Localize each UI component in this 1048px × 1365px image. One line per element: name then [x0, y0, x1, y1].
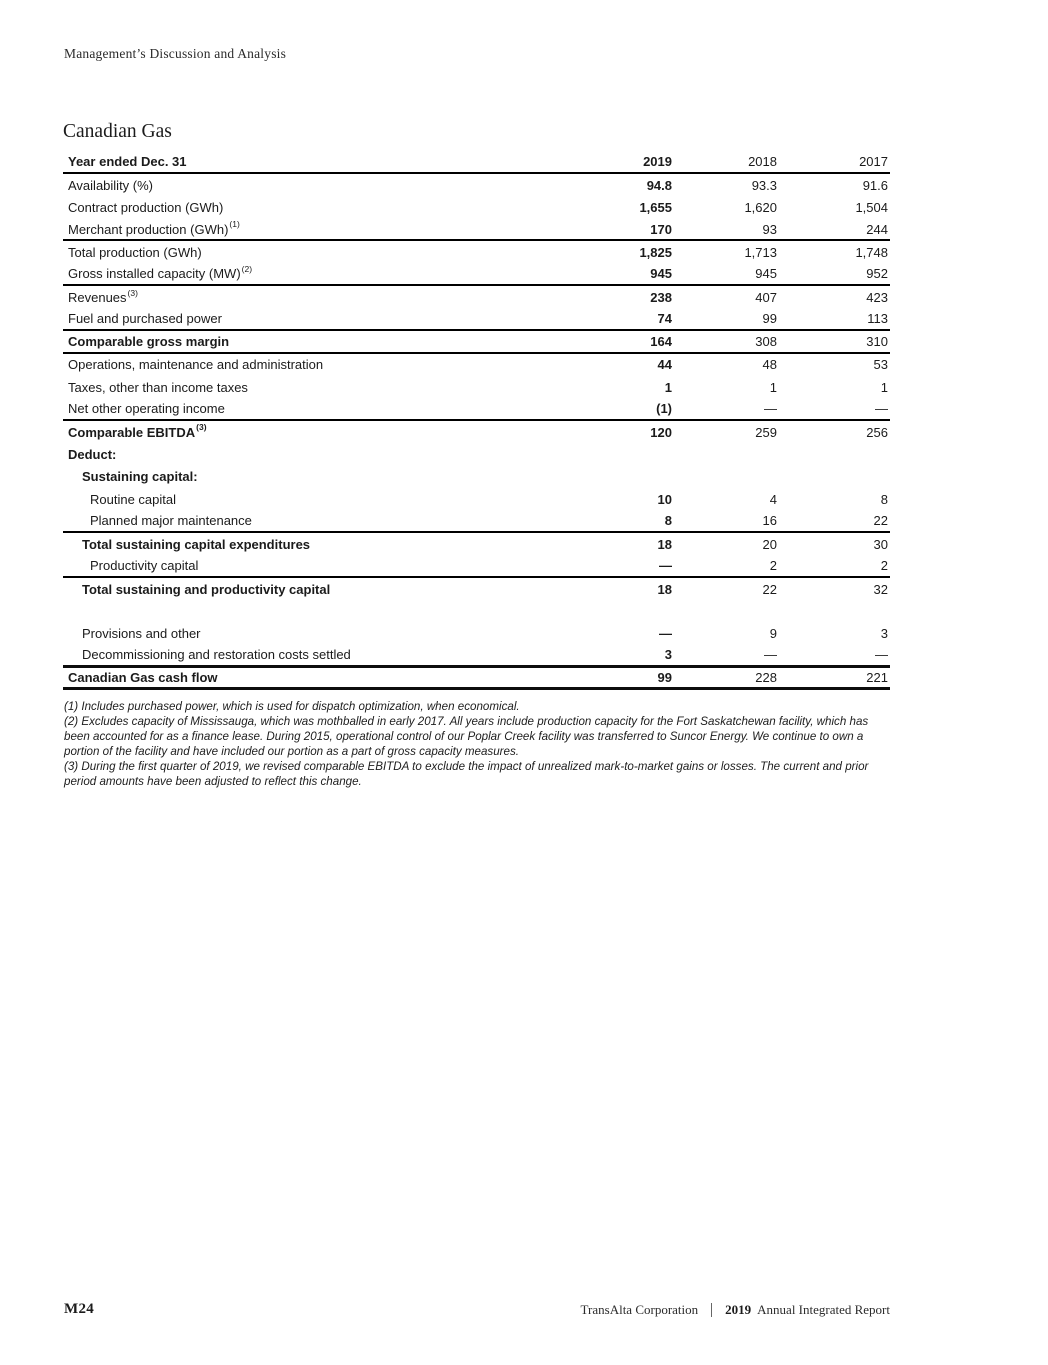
footnote-ref: (2): [241, 264, 253, 275]
cell-2017: —: [875, 647, 888, 663]
footer-report-title: Annual Integrated Report: [757, 1301, 890, 1317]
footer-year: 2019: [725, 1301, 752, 1317]
row-label: Merchant production (GWh)$^{(1)}$: [68, 219, 240, 237]
table-row: [63, 309, 890, 331]
cell-2017: 1,504: [855, 200, 888, 216]
cell-2018: —: [764, 401, 777, 417]
cell-2018: 308: [755, 333, 777, 349]
column-header-2018: 2018: [748, 154, 777, 169]
row-label: Comparable gross margin: [68, 333, 230, 349]
row-label: Planned major maintenance: [90, 513, 252, 529]
table-row: [63, 398, 890, 420]
cell-2017: 3: [880, 626, 888, 642]
row-label: Net other operating income: [68, 401, 225, 417]
cell-2019: 44: [657, 357, 672, 373]
table-spacer-row: [63, 600, 890, 622]
cell-2017: 8: [880, 491, 888, 507]
footnotes: [64, 699, 890, 789]
cell-2017: 113: [867, 311, 888, 327]
row-label: Deduct:: [68, 446, 117, 462]
footnote-ref: (3): [127, 287, 138, 298]
table-row: [63, 354, 890, 376]
cell-2017: 53: [873, 357, 888, 373]
table-row: [63, 421, 890, 443]
cell-2017: —: [875, 401, 888, 417]
row-label: Canadian Gas cash flow: [68, 669, 218, 685]
row-label: Availability (%): [68, 177, 154, 193]
table-row: [63, 533, 890, 555]
cell-2019: (1): [656, 401, 672, 417]
cell-2017: 32: [873, 581, 888, 597]
footnote-3: (3) During the first quarter of 2019, we revised comparable EBITDA to exclude the impact of unrealized mark-to-market gains or losses. The current and prior period amounts have been adjusted to reflect this change.: [64, 760, 869, 788]
cell-2019: —: [659, 626, 672, 642]
cell-2017: 30: [873, 536, 888, 552]
row-label: Productivity capital: [90, 558, 199, 574]
table-row: [63, 376, 890, 398]
cell-2019: 945: [650, 266, 672, 282]
table-row: [63, 511, 890, 533]
cell-2018: 16: [762, 513, 777, 529]
table-row: [63, 331, 890, 353]
cell-2018: 259: [755, 424, 777, 440]
table-row: [63, 219, 890, 241]
cell-2019: 170: [650, 221, 672, 237]
row-label: Routine capital: [90, 491, 176, 507]
page-number: M24: [64, 1301, 95, 1317]
cell-2017: 1: [880, 379, 888, 395]
page-title: Canadian Gas: [63, 121, 172, 142]
table-header-label: Year ended Dec. 31: [68, 154, 187, 169]
table-row: [63, 174, 890, 196]
row-label: Total production (GWh): [68, 245, 202, 261]
cell-2018: 228: [755, 669, 777, 685]
cell-2017: 952: [866, 266, 888, 282]
row-label: Comparable EBITDA$^{(3)}$: [68, 422, 207, 440]
cell-2017: 310: [866, 333, 888, 349]
row-label: Decommissioning and restoration costs settled: [82, 647, 351, 663]
cell-2018: 945: [755, 266, 777, 282]
footnote-1: (1) Includes purchased power, which is used for dispatch optimization, when economical.: [64, 700, 520, 713]
cell-2017: 91.6: [862, 177, 888, 193]
row-label: Taxes, other than income taxes: [68, 379, 248, 395]
footer-right: [581, 1302, 890, 1318]
cell-2017: 1,748: [855, 245, 888, 261]
cell-2018: 2: [769, 558, 777, 574]
cell-2018: 99: [762, 311, 777, 327]
cell-2019: 10: [657, 491, 672, 507]
table-header-row: [63, 151, 890, 174]
footnote-ref: (1): [229, 219, 240, 230]
cell-2019: 18: [657, 536, 672, 552]
row-label: Revenues$^{(3)}$: [68, 287, 138, 305]
row-label: Provisions and other: [82, 626, 201, 642]
table-row: [63, 555, 890, 577]
document-header: Management’s Discussion and Analysis: [64, 46, 287, 61]
table-body: [63, 174, 890, 690]
row-label: Gross installed capacity (MW)$^{(2)}$: [68, 264, 253, 282]
cell-2017: 2: [880, 558, 888, 574]
cell-2018: 4: [769, 491, 777, 507]
cell-2018: 48: [762, 357, 777, 373]
cell-2019: 94.8: [646, 177, 672, 193]
column-header-2019: 2019: [643, 154, 672, 169]
cell-2019: —: [659, 558, 672, 574]
footer-company: TransAlta Corporation: [580, 1301, 699, 1317]
row-label: Total sustaining and productivity capital: [82, 581, 331, 597]
cell-2018: 93: [762, 221, 777, 237]
cell-2019: 99: [657, 669, 672, 685]
cell-2019: 3: [664, 647, 672, 663]
cell-2019: 74: [657, 311, 672, 327]
table-row: [63, 466, 890, 488]
table-row: [63, 196, 890, 218]
cell-2019: 8: [664, 513, 672, 529]
cell-2019: 164: [650, 333, 672, 349]
cell-2017: 423: [866, 289, 888, 305]
table-row: [63, 488, 890, 510]
cell-2019: 1,825: [639, 245, 672, 261]
cell-2018: 1,620: [744, 200, 777, 216]
cell-2017: 221: [866, 669, 888, 685]
row-label: Operations, maintenance and administration: [68, 357, 324, 373]
cell-2018: —: [764, 647, 777, 663]
cell-2018: 407: [755, 289, 777, 305]
footnote-ref: (3): [196, 422, 207, 433]
cell-2018: 1,713: [744, 245, 777, 261]
row-label: Total sustaining capital expenditures: [82, 536, 311, 552]
cell-2019: 120: [650, 424, 672, 440]
table-row: [63, 286, 890, 308]
cell-2019: 1,655: [639, 200, 672, 216]
cell-2018: 9: [769, 626, 777, 642]
footer-separator: [711, 1303, 712, 1317]
page-footer: [64, 1301, 890, 1318]
cell-2017: 22: [873, 513, 888, 529]
cell-2019: 238: [650, 289, 672, 305]
table-row: [63, 241, 890, 263]
cell-2017: 244: [866, 221, 888, 237]
cell-2019: 18: [657, 581, 672, 597]
footnote-2: (2) Excludes capacity of Mississauga, which was mothballed in early 2017. All years include production capacity for the Fort Saskatchewan facility, which has been accounted for as a finance lease. During 2015, operational control of our Poplar Creek facility was transferred to Suncor Energy. We continue to own a portion of the facility and have included our portion as a part of gross capacity measures.: [64, 715, 869, 758]
cell-2018: 93.3: [751, 177, 777, 193]
table-row: [63, 623, 890, 645]
row-label: Sustaining capital:: [82, 469, 198, 485]
cell-2017: 256: [866, 424, 888, 440]
row-label: Fuel and purchased power: [68, 311, 222, 327]
table-row: [63, 443, 890, 465]
cell-2019: 1: [664, 379, 672, 395]
cell-2018: 20: [762, 536, 777, 552]
table-row: [63, 668, 890, 690]
row-label: Contract production (GWh): [68, 200, 224, 216]
cell-2018: 1: [769, 379, 777, 395]
financial-table: [63, 151, 890, 690]
cell-2018: 22: [762, 581, 777, 597]
column-header-2017: 2017: [859, 154, 888, 169]
table-row: [63, 264, 890, 286]
table-row: [63, 645, 890, 667]
table-row: [63, 578, 890, 600]
